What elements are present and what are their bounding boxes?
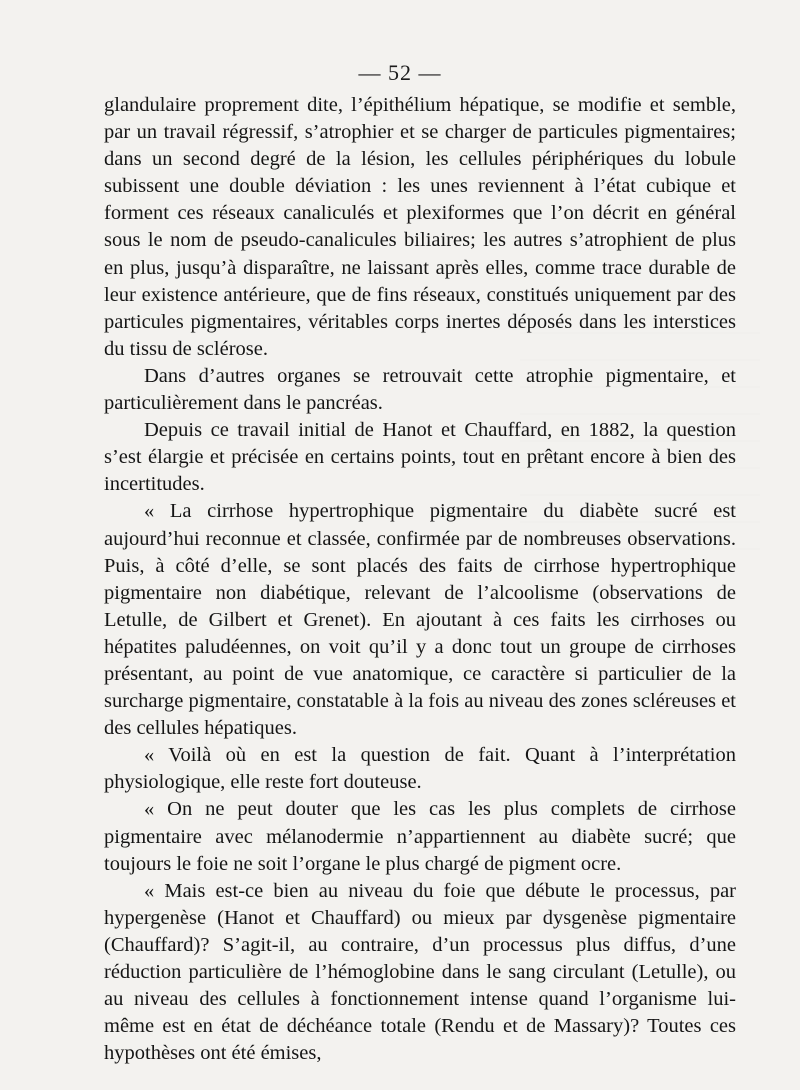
paragraph-question-of-fact: « Voilà où en est la question de fait. Quant à l’interprétation physiologique, elle reste fort douteuse. <box>104 744 736 794</box>
paragraph-initial-work: Depuis ce travail initial de Hanot et Chauffard, en 1882, la question s’est élargie et précisée en certains points, tout en prêtant encore à bien des incertitudes. <box>104 419 736 496</box>
page-number: — 52 — <box>358 60 442 85</box>
paragraph-continuation: glandulaire proprement dite, l’épithélium hépatique, se modifie et semble, par un travail régressif, s’atrophier et se charger de particules pigmentaires; dans un second degré de la lésion, les cellules périphériques du lobule subissent une double déviation : les unes reviennent à l’état cubique et forment ces réseaux canaliculés et plexiformes que l’on décrit en général sous le nom de pseudo-canalicules biliaires; les autres s’atrophient de plus en plus, jusqu’à disparaître, ne laissant après elles, comme trace durable de leur existence antérieure, que de fins réseaux, constitués uniquement par des particules pigmentaires, véritables corps inertes déposés dans les interstices du tissu de sclérose. <box>104 94 736 360</box>
paragraph-complete-cases: « On ne peut douter que les cas les plus complets de cirrhose pigmentaire avec mélanodermie n’appartiennent au diabète sucré; que toujours le foie ne soit l’organe le plus chargé de pigment ocre. <box>104 798 736 875</box>
paragraph-pancreas: Dans d’autres organes se retrouvait cette atrophie pigmentaire, et particulièrement dans le pancréas. <box>104 364 736 415</box>
paragraph-cirrhosis-classification: « La cirrhose hypertrophique pigmentaire du diabète sucré est aujourd’hui reconnue et classée, confirmée par de nombreuses observations. Puis, à côté d’elle, se sont placés des faits de cirrhose hypertrophique pigmentaire non diabétique, relevant de l’alcoolisme (observations de Letulle, de Gilbert et Grenet). En ajoutant à ces faits les cirrhoses ou hépatites paludéennes, on voit qu’il y a donc tout un groupe de cirrhoses présentant, au point de vue anatomique, ce caractère si particulier de la surcharge pigmentaire, constatable à la fois au niveau des zones scléreuses et des cellules hépatiques. <box>104 500 736 740</box>
paragraph-hypotheses: « Mais est-ce bien au niveau du foie que débute le processus, par hypergenèse (Hanot et Chauffard) ou mieux par dysgenèse pigmentaire (Chauffard)? S’agit-il, au contraire, d’un processus plus diffus, d’une réduction particulière de l’hémoglobine dans le sang circulant (Letulle), ou au niveau des cellules à fonctionnement intense quand l’organisme lui-même est en état de déchéance totale (Rendu et de Massary)? Toutes ces hypothèses ont été émises, <box>104 879 736 1065</box>
body-text <box>104 92 736 1067</box>
